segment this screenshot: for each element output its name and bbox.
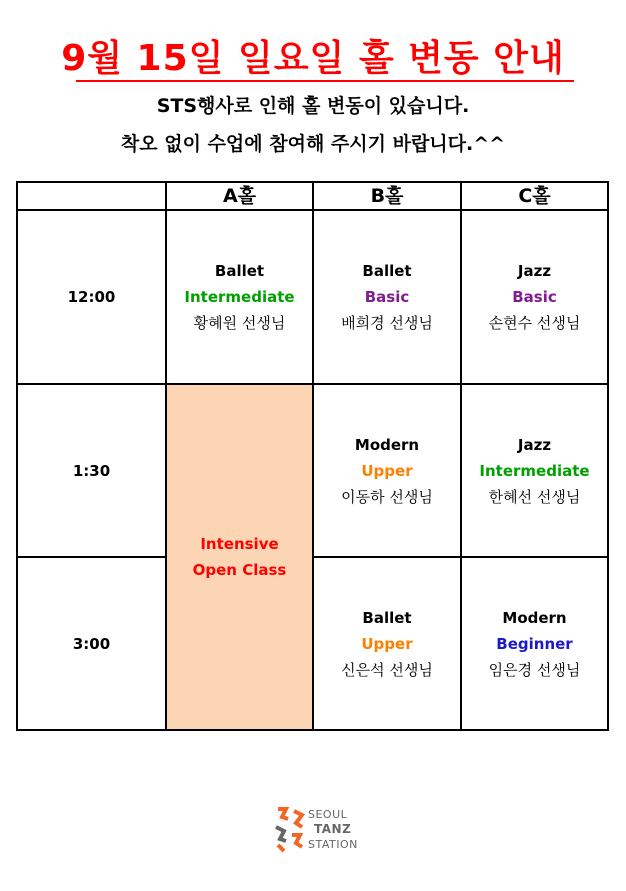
class-genre: Modern <box>354 435 420 454</box>
header-hall-b: B홀 <box>313 182 461 210</box>
class-teacher: 신은석 선생님 <box>341 660 433 679</box>
table-row <box>17 557 608 730</box>
header-row <box>17 182 608 210</box>
table-row <box>17 210 608 384</box>
class-cell <box>313 210 461 384</box>
schedule-table <box>16 181 609 731</box>
time-cell: 1:30 <box>17 384 166 557</box>
class-teacher: 임은경 선생님 <box>488 660 581 679</box>
class-genre: Ballet <box>362 608 412 627</box>
header-hall-c: C홀 <box>461 182 608 210</box>
class-level: Basic <box>512 288 557 306</box>
class-teacher: 손현수 선생님 <box>488 314 581 332</box>
class-cell <box>313 384 461 557</box>
header-blank <box>17 182 166 210</box>
intensive-class-cell <box>166 384 313 730</box>
class-level: Intermediate <box>184 288 295 306</box>
sts-logo-icon <box>272 805 308 855</box>
class-genre: Ballet <box>362 262 412 280</box>
intensive-line-1: Intensive <box>200 535 279 553</box>
title-underline <box>76 80 574 82</box>
class-level: Basic <box>364 288 410 306</box>
class-cell <box>461 210 608 384</box>
class-genre: Jazz <box>517 435 552 454</box>
time-cell: 3:00 <box>17 557 166 730</box>
logo-line-3: STATION <box>308 838 358 851</box>
class-level: Upper <box>361 634 413 653</box>
table-row <box>17 384 608 557</box>
class-cell <box>166 210 313 384</box>
class-cell <box>461 384 608 557</box>
class-cell <box>461 557 608 730</box>
header-hall-a: A홀 <box>166 182 313 210</box>
notice-line-2: 착오 없이 수업에 참여해 주시기 바랍니다.^^ <box>120 133 506 155</box>
page-title: 9월 15일 일요일 홀 변동 안내 <box>61 38 565 79</box>
logo-wordmark <box>308 807 358 852</box>
class-level: Intermediate <box>479 461 590 480</box>
sts-logo <box>272 805 382 859</box>
class-genre: Ballet <box>214 262 265 280</box>
class-level: Beginner <box>496 634 573 653</box>
logo-line-2: TANZ <box>314 822 352 836</box>
class-teacher: 배희경 선생님 <box>341 314 433 332</box>
class-genre: Modern <box>502 608 567 627</box>
class-level: Upper <box>361 461 413 480</box>
intensive-line-2: Open Class <box>192 561 287 579</box>
class-genre: Jazz <box>517 262 552 280</box>
class-teacher: 황혜원 선생님 <box>193 314 286 332</box>
class-cell <box>313 557 461 730</box>
class-teacher: 이동하 선생님 <box>341 487 433 506</box>
time-cell: 12:00 <box>17 210 166 384</box>
class-teacher: 한혜선 선생님 <box>488 487 581 506</box>
notice-line-1: STS행사로 인해 홀 변동이 있습니다. <box>156 95 470 117</box>
logo-line-1: SEOUL <box>308 808 348 821</box>
